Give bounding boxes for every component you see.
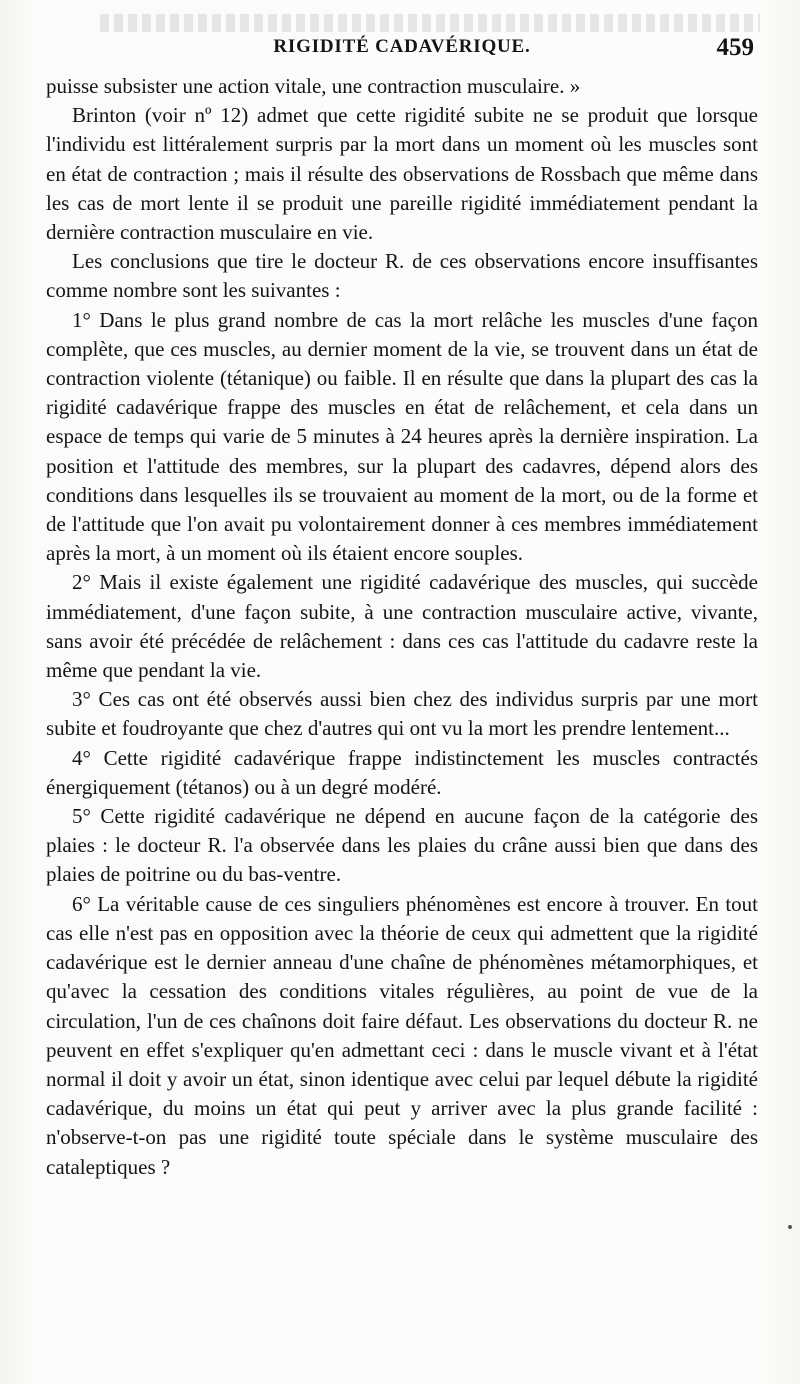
conclusion-item-3: 3° Ces cas ont été observés aussi bien chez des individus surpris par une mort subite et foudroyante que chez d'autres qui ont vu la mort les prendre lentement... — [46, 687, 758, 741]
conclusion-item-2: 2° Mais il existe également une rigidité cadavérique des muscles, qui succède immédiatement, d'une façon subite, à une contraction musculaire active, vivante, sans avoir été précédée de relâchement : dans ces cas l'attitude du cadavre reste la même que pendant la vie. — [46, 570, 758, 683]
conclusion-item-6: 6° La véritable cause de ces singuliers phénomènes est encore à trouver. En tout cas elle n'est pas en opposition avec la théorie de ceux qui admettent que la rigidité cadavérique est le dernier anneau d'une chaîne de phénomènes métamorphiques, et qu'avec la cessation des conditions vitales régulières, au point de vue de la circulation, l'un de ces chaînons doit faire défaut. Les observations du docteur R. ne peuvent en effet s'expliquer qu'en admettant ceci : dans le muscle vivant et à l'état normal il doit y avoir un état, sinon identique avec celui par lequel débute la rigidité cadavérique, du moins un état qui peut y arriver avec la plus grande facilité : n'observe-t-on pas une rigidité toute spéciale dans le système musculaire des cataleptiques ? — [46, 891, 758, 1179]
paragraph-continuation: puisse subsister une action vitale, une contraction musculaire. » — [46, 74, 581, 98]
paragraph-brinton: Brinton (voir nº 12) admet que cette rigidité subite ne se produit que lorsque l'individu est littéralement surpris par la mort dans un moment où les muscles sont en état de contraction ; mais il résulte des observations de Rossbach que même dans les cas de mort lente il se produit une pareille rigidité immédiatement pendant la dernière contraction musculaire en vie. — [46, 103, 758, 245]
page-number: 459 — [716, 34, 754, 61]
ink-speck — [788, 1225, 792, 1229]
conclusion-item-1: 1° Dans le plus grand nombre de cas la mort relâche les muscles d'une façon complète, que ces muscles, au dernier moment de la vie, se trouvent dans un état de contraction violente (tétanique) ou faible. Il en résulte que dans la plupart des cas la rigidité cadavérique frappe des muscles en état de relâchement, et cela dans un espace de temps qui varie de 5 minutes à 24 heures après la dernière inspiration. La position et l'attitude des membres, sur la plupart des cadavres, dépend alors des conditions dans lesquelles ils se trouvaient au moment de la mort, ou de la forme et de l'attitude que l'on avait pu volontairement donner à ces membres immédiatement après la mort, à un moment où ils étaient encore souples. — [46, 307, 758, 566]
conclusion-item-4: 4° Cette rigidité cadavérique frappe indistinctement les muscles contractés énergiquement (tétanos) ou à un degré modéré. — [46, 745, 758, 799]
page-header — [46, 0, 758, 72]
running-title: RIGIDITÉ CADAVÉRIQUE. — [273, 36, 531, 57]
paragraph-conclusions-intro: Les conclusions que tire le docteur R. de ces observations encore insuffisantes comme nombre sont les suivantes : — [46, 249, 758, 303]
conclusion-item-5: 5° Cette rigidité cadavérique ne dépend en aucune façon de la catégorie des plaies : le docteur R. l'a observée dans les plaies du crâne aussi bien que dans des plaies de poitrine ou du bas-ventre. — [46, 804, 758, 887]
body-text — [46, 72, 758, 1182]
